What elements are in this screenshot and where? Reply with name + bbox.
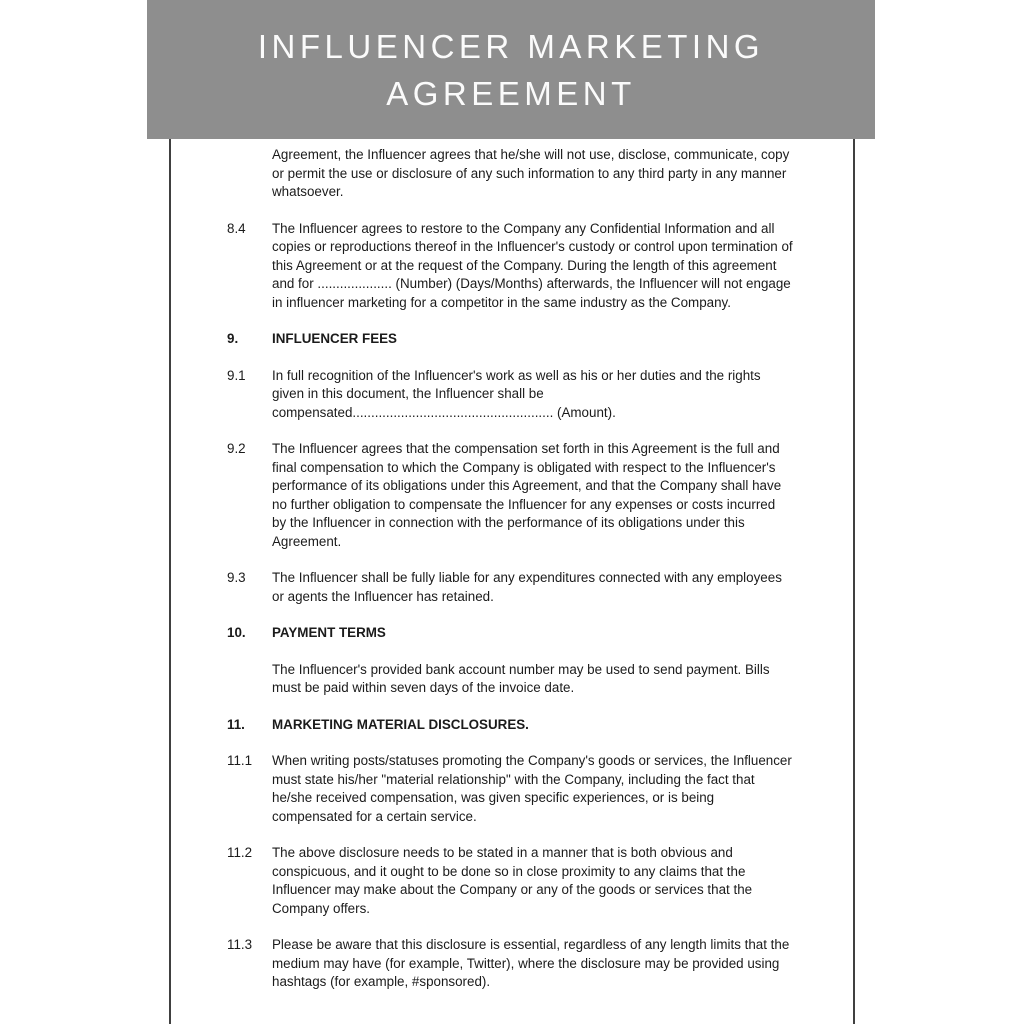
section-number: 10.	[227, 625, 246, 640]
clause-text: When writing posts/statuses promoting the Company's goods or services, the Influencer must state his/her "material relationship" with the Company, including the fact that he/she received compensation, was given specific experiences, or is being compensated for a certain service.	[272, 753, 792, 824]
clause	[227, 936, 793, 992]
clause	[227, 661, 793, 698]
document-title-line1: INFLUENCER MARKETING	[257, 27, 765, 65]
document-body	[227, 146, 793, 1010]
section-heading	[227, 624, 793, 643]
clause	[227, 752, 793, 826]
clause	[227, 146, 793, 202]
section-title: INFLUENCER FEES	[272, 331, 397, 346]
clause-text: The Influencer shall be fully liable for any expenditures connected with any employees or agents the Influencer has retained.	[272, 570, 782, 604]
clause-number: 9.3	[227, 570, 246, 585]
section-heading	[227, 716, 793, 735]
section-heading	[227, 330, 793, 349]
clause	[227, 367, 793, 423]
clause-number: 9.2	[227, 441, 246, 456]
section-number: 11.	[227, 716, 245, 732]
clause-number: 11.1	[227, 753, 253, 768]
clause-number: 11.2	[227, 845, 253, 860]
clause-text: The above disclosure needs to be stated in a manner that is both obvious and conspicuous, and it ought to be done so in close proximity to any claims that the Influencer may make about the Company or any of the goods or services that the Company offers.	[272, 845, 753, 916]
clause	[227, 844, 793, 918]
section-title: PAYMENT TERMS	[272, 625, 386, 640]
clause-text: The Influencer agrees to restore to the Company any Confidential Information and all copies or reproductions thereof in the Influencer's custody or control upon termination of this Agreement or at the request of the Company. During the length of this agreement and for .................... (Number) (Days/Months) afterwards, the Influencer will not engage in influencer marketing for a competitor in the same industry as the Company.	[272, 220, 793, 310]
clause-text: Please be aware that this disclosure is essential, regardless of any length limits that the medium may have (for example, Twitter), where the disclosure may be provided using hashtags (for example, #sponsored).	[272, 937, 790, 989]
clause-number	[227, 146, 272, 202]
clause-number: 8.4	[227, 220, 246, 236]
page-right-border	[853, 139, 855, 1024]
clause-text: Agreement, the Influencer agrees that he/she will not use, disclose, communicate, copy or permit the use or disclosure of any such information to any third party in any manner whatsoever.	[272, 147, 790, 199]
clause	[227, 569, 793, 606]
clause	[227, 220, 793, 313]
clause	[227, 440, 793, 551]
document-title-line2: AGREEMENT	[386, 74, 636, 112]
clause-text: In full recognition of the Influencer's work as well as his or her duties and the rights given in this document, the Influencer shall be compensated...................................................... (Amount).	[272, 367, 761, 420]
title-banner	[147, 0, 875, 139]
section-number: 9.	[227, 331, 239, 346]
page-left-border	[169, 139, 171, 1024]
clause-number	[227, 661, 272, 698]
clause-text: The Influencer agrees that the compensation set forth in this Agreement is the full and final compensation to which the Company is obligated with respect to the Influencer's performance of its obligations under this Agreement, and that the Company shall have no further obligation to compensate the Influencer for any expenses or costs incurred by the Influencer in connection with the performance of its obligations under this Agreement.	[272, 441, 782, 549]
clause-text: The Influencer's provided bank account number may be used to send payment. Bills must be paid within seven days of the invoice date.	[272, 661, 770, 695]
clause-number: 11.3	[227, 937, 253, 952]
clause-number: 9.1	[227, 367, 246, 383]
section-title: MARKETING MATERIAL DISCLOSURES.	[272, 716, 529, 732]
